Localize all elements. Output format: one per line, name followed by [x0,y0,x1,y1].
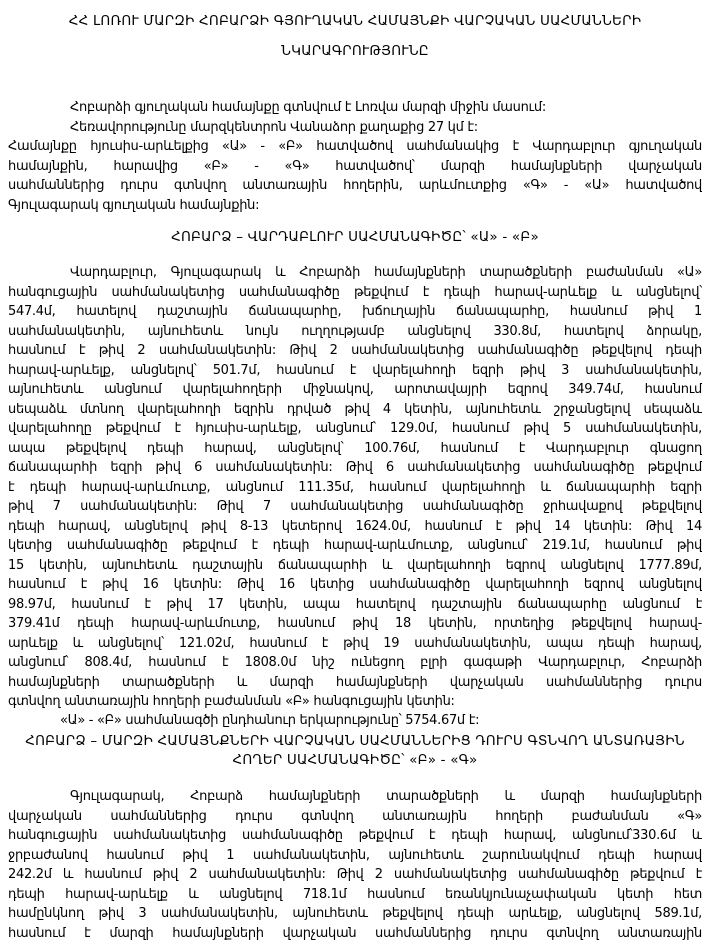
text-line: 15 կետին, այնուհետև դաշտային ճանապարհի և վարելահողի եզրով անցնելով 1777.89մ, [8,557,702,573]
text-line: 547.4մ, հատելով դաշտային ճանապարհը, խճուղային ճանապարհը, հասնում թիվ 1 [8,304,702,319]
section1-body [8,263,702,712]
section2-heading-line1: ՀՈԲԱՐՁ – ՄԱՐԶԻ ՀԱՄԱՅՆՔՆԵՐԻ ՎԱՐՉԱԿԱՆ ՍԱՀՄԱՆՆԵՐԻՑ ԴՈՒՐՍ ԳՏՆՎՈՂ ԱՆՏԱՌԱՅԻՆ [25,733,685,749]
text-line: արևելք և անցնելով՝ 121.02մ, հասնում է թիվ 19 սահմանակետին, ապա դեպի հարավ, [8,635,702,651]
text-line: է դեպի հարավ-արևմուտք, անցնում 111.35մ, հասնում վարելահողի և ճանապարհի եզրի [8,479,702,495]
text-line: գտնվող անտառային հողերի բաժանման «Բ» հանգուցային կետին: [8,694,455,709]
text-line: հասնում է թիվ 16 կետին: Թիվ 16 կետից սահմանագիծը վարելահողի եզրով անցնելով [8,577,702,592]
text-line: հանգուցային սահմանակետից սահմանագիծը թեքվում է դեպի հարավ-արևելք և անցնելով՝ [8,284,702,300]
text-line: համընկնող թիվ 3 սահմանակետին, այնուհետև թեքվելով դեպի արևելք, անցնելով 589.1մ, [8,906,702,921]
text-line: հարավ-արևելք, անցնելով՝ 501.7մ, հասնում է վարելահողի եզրի թիվ 3 սահմանակետին, [8,362,702,378]
text-line: հասնում է մարզի համայնքների վարչական սահմաններից դուրս գտնվող անտառային [8,925,702,941]
text-line: դեպի հարավ, անցնելով թիվ 8-13 կետերով 1624.0մ, հասնում է թիվ 14 կետին: Թիվ 14 [8,518,702,534]
text-line: ջրբաժանով հասնում թիվ 1 սահմանակետին, այնուհետև շարունակվում դեպի հարավ [8,847,702,863]
text-line: սահմաններից դուրս գտնվող անտառային հողերին, արևմուտքից «Գ» - «Ա» հատվածով [8,178,702,193]
text-line: Գյուլագարակ, Հոբարձ համայնքների տարածքների և մարզի համայնքների [70,789,702,804]
text-line: համայնքների տարածքների և մարզի համայնքների վարչական սահմաններից դուրս [8,674,702,690]
section1-total [8,711,702,731]
text-line: թիվ 7 սահմանակետին: Թիվ 7 սահմանակետից սահմանագիծը ջրհավաքով թեքվելով [8,499,702,514]
text-line: ճանապարհի եզրի թիվ 6 սահմանակետին: Թիվ 6 սահմանակետից սահմանագիծը թեքվում [8,460,702,475]
text-line: դեպի հարավ-արևելք և անցնելով 718.1մ հասնում եռանկյունաչափական կետի հետ [8,886,702,902]
text-line: վարելահողը թեքվում է հյուսիս-արևելք, անցնում՝ 129.0մ, հասնում թիվ 5 սահմանակետին, [8,421,702,436]
text-line: համայնքին, հարավից «Բ» - «Գ» հատվածով՝ մարզի համայնքների վարչական [8,158,702,174]
text-line: հանգուցային սահմանակետից սահմանագիծը թեքվում է դեպի հարավ, անցնում՝330.6մ և [8,828,702,843]
text-line: ապա թեքվելով դեպի հարավ, անցնելով՝ 100.76մ, հասնում է Վարդաբլուր գնացող [8,440,702,456]
text-line: սահմանակետին, այնուհետև նույն ուղղությամբ անցնելով 330.8մ, հատելով ձորակը, [8,323,702,339]
text-line: Վարդաբլուր, Գյուլագարակ և Հոբարձի համայնքների տարածքների բաժանման «Ա» [70,265,702,280]
text-line: Գյուլագարակ գյուղական համայնքին: [8,197,260,213]
text-line: 379.41մ դեպի հարավ-արևմուտք, հասնում թիվ 18 կետին, որտեղից թեքվելով հարավ- [8,616,702,631]
text-line: վարչական սահմաններից դուրս գտնվող անտառային հողերի բաժանման «Գ» [8,808,702,824]
section1-heading: ՀՈԲԱՐՁ – ՎԱՐԴԱԲԼՈՒՐ ՍԱՀՄԱՆԱԳԻԾԸ՝ «Ա» - «Բ» [171,229,539,245]
section1-total-length: «Ա» - «Բ» սահմանագծի ընդհանուր երկարությունը՝ 5754.67մ է: [60,713,480,728]
intro-paragraph-location: Հոբարձի գյուղական համայնքը գտնվում է Լոռվա մարզի միջին մասում: [70,100,546,115]
text-line: անցնում՝ 808.4մ, հասնում է 1808.0մ նիշ ունեցող բլրի գագաթի Վարդաբլուր, Հոբարձի [8,655,702,670]
text-line: Համայնքը հյուսիս-արևելքից «Ա» - «Բ» հատվածով սահմանակից է Վարդաբլուր գյուղական [8,139,702,154]
section2-body [8,787,702,943]
document-title-line1: ՀՀ ԼՈՌՈՒ ՄԱՐԶԻ ՀՈԲԱՐՁԻ ԳՅՈՒՂԱԿԱՆ ՀԱՄԱՅՆՔԻ ՎԱՐՉԱԿԱՆ ՍԱՀՄԱՆՆԵՐԻ [68,13,642,29]
text-line: կետից սահմանագիծը թեքվում է դեպի հարավ-արևմուտք, անցնում՝ 219.1մ, հասնում թիվ [8,538,702,553]
text-line: սեպաձև մտնող վարելահողի եզրին դրված թիվ 4 կետին, այնուհետև շրջանցելով սեպաձև [8,401,702,417]
intro-section [8,98,702,215]
text-line: այնուհետև անցնում վարելահողերի միջնակով, արոտավայրի եզրով 349.74մ, հասնում [8,382,702,397]
text-line: 242.2մ և հասնում թիվ 2 սահմանակետին: Թիվ 2 սահմանակետից սահմանագիծը թեքվում է [8,867,702,882]
text-line: հասնում է թիվ 2 սահմանակետին: Թիվ 2 սահմանակետից սահմանագիծը թեքվելով դեպի [8,343,702,358]
text-line: 98.97մ, հասնում է թիվ 17 կետին, ապա հատելով դաշտային ճանապարհը անցնում է [8,596,702,612]
intro-paragraph-distance: Հեռավորությունը մարզկենտրոն Վանաձոր քաղաքից 27 կմ է: [70,119,478,135]
intro-paragraph-neighbors [8,137,702,215]
section2-heading-line2: ՀՈՂԵՐ ՍԱՀՄԱՆԱԳԻԾԸ՝ «Բ» - «Գ» [232,752,478,768]
document-title-line2: ՆԿԱՐԱԳՐՈՒԹՅՈՒՆԸ [281,43,429,59]
